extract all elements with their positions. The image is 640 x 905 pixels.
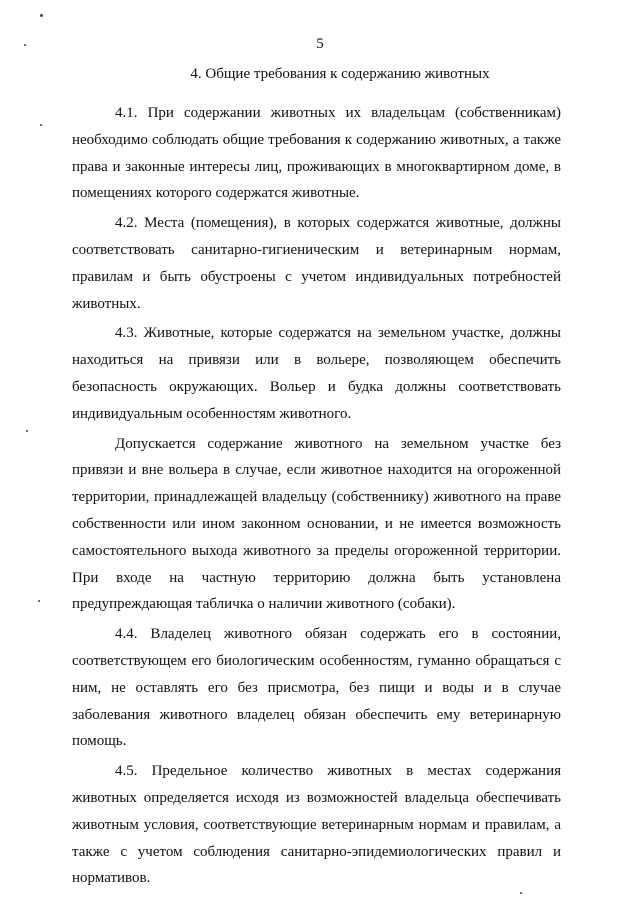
scan-speck: [40, 14, 43, 17]
scan-speck: [40, 124, 42, 126]
page-number: 5: [316, 36, 324, 52]
scan-speck: [520, 892, 522, 894]
paragraph-4-4: 4.4. Владелец животного обязан содержать его в состоянии, соответствующем его биологическим особенностям, гуманно обращаться с ним, не оставлять его без присмотра, без пищи и воды и в случае заболевания животного владелец обязан обеспечить ему ветеринарную помощь.: [72, 626, 561, 750]
scan-speck: [26, 430, 28, 432]
paragraph-4-3: 4.3. Животные, которые содержатся на земельном участке, должны находиться на привязи или в вольере, позволяющем обеспечить безопасность окружающих. Вольер и будка должны соответствовать индивидуальным особенностям животного.: [72, 325, 561, 422]
paragraph-4-2: 4.2. Места (помещения), в которых содержатся животные, должны соответствовать санитарно-гигиеническим и ветеринарным нормам, правилам и быть обустроены с учетом индивидуальных потребностей животных.: [72, 215, 561, 312]
section-body: [72, 100, 561, 892]
section-heading: 4. Общие требования к содержанию животных: [190, 66, 490, 82]
scan-speck: [38, 600, 40, 602]
paragraph-4-3-continued: Допускается содержание животного на земельном участке без привязи и вне вольера в случае, если животное находится на огороженной территории, принадлежащей владельцу (собственнику) животного на праве собственности или ином законном основании, и не имеется возможность самостоятельного выхода животного за пределы огороженной территории. При входе на частную территорию должна быть установлена предупреждающая табличка о наличии животного (собаки).: [72, 435, 561, 613]
paragraph-4-5: 4.5. Предельное количество животных в местах содержания животных определяется исходя из возможностей владельца обеспечивать животным условия, соответствующие ветеринарным нормам и правилам, а также с учетом соблюдения санитарно-эпидемиологических правил и нормативов.: [72, 763, 561, 887]
paragraph-4-1: 4.1. При содержании животных их владельцам (собственникам) необходимо соблюдать общие требования к содержанию животных, а также права и законные интересы лиц, проживающих в многоквартирном доме, в помещениях которого содержатся животные.: [72, 105, 561, 202]
